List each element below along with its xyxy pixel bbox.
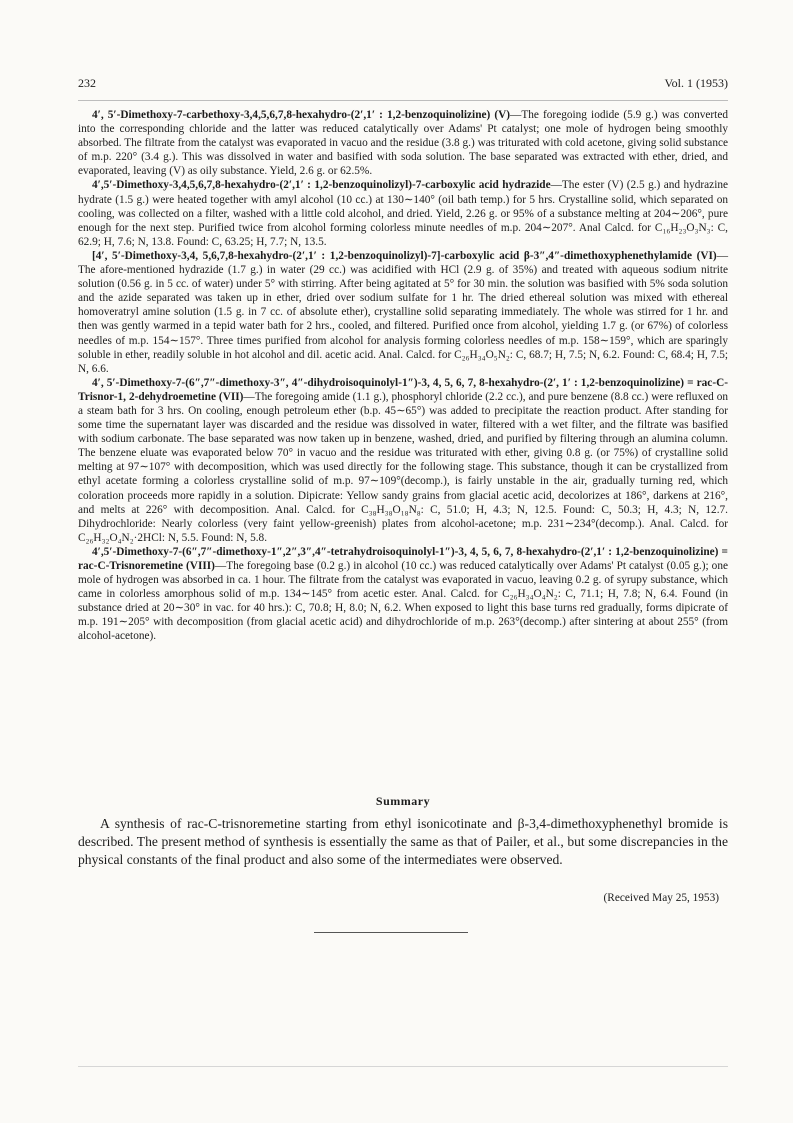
- page-number: 232: [78, 76, 96, 90]
- summary-heading: Summary: [375, 794, 431, 808]
- paragraph-text: —The foregoing base (0.2 g.) in alcohol (10 cc.) was reduced catalytically over Adams' Pt catalyst (0.05 g.); one mole of hydrogen was absorbed in ca. 1 hour. The filtrate from the catalyst was evaporated in vacuo, leaving 0.2 g. of syrupy substance, which came in colorless amorphous solid of m.p. 134∼145° from acetic ester. Anal. Calcd. for C₂₆H₃₄O₄N₂: C, 71.1; H, 7.8; N, 6.4. Found (in substance dried at 20∼30° in vac. for 40 hrs.): C, 70.8; H, 8.0; N, 6.2. When exposed to light this base turns red gradually, forms dipicrate of m.p. 191∼205° with decomposition (from glacial acetic acid) and dihydrochloride of m.p. 263°(decomp.) after sintering at about 255° (from alcohol-acetone).: [78, 560, 728, 643]
- paragraph-text: —The foregoing iodide (5.9 g.) was converted into the corresponding chloride and the latter was reduced catalytically over Adams' Pt catalyst; one mole of hydrogen being smoothly absorbed. The filtrate from the catalyst was evaporated in vacuo and the residue (3.8 g.) was triturated with cold acetone, giving solid substance of m.p. 220° (3.4 g.). This was dissolved in water and basified with soda solution. The base separated was extracted with ether, dried, and evaporated, leaving (V) as oily substance. Yield, 2.6 g. or 62.5%.: [78, 109, 728, 178]
- footer-rule: [78, 1066, 728, 1067]
- paragraph-compound-vii: [78, 376, 728, 545]
- compound-title: 4′, 5′-Dimethoxy-7-(6″,7″-dimethoxy-3″, 4″-dihydroisoquinolyl-1″)-3, 4, 5, 6, 7, 8-hexahydro-(2′, 1′ : 1,2-benzoquinolizine) = rac-C-Trisnor-1, 2-dehydroemetine (VII): [78, 376, 728, 403]
- end-rule: [314, 932, 468, 933]
- paragraph-hydrazide: [78, 178, 728, 248]
- summary-text: A synthesis of rac-C-trisnoremetine starting from ethyl isonicotinate and β-3,4-dimethoxyphenethyl bromide is described. The present method of synthesis is essentially the same as that of Pailer, et al., but some discrepancies in the physical constants of the final product and also some of the intermediates were observed.: [78, 816, 728, 867]
- compound-title: 4′,5′-Dimethoxy-3,4,5,6,7,8-hexahydro-(2′,1′ : 1,2-benzoquinolizyl)-7-carboxylic acid hydrazide: [92, 179, 551, 192]
- running-header: [78, 76, 728, 92]
- received-date: (Received May 25, 1953): [603, 892, 719, 904]
- paragraph-compound-vi: [78, 249, 728, 376]
- compound-title: 4′, 5′-Dimethoxy-7-carbethoxy-3,4,5,6,7,8-hexahydro-(2′,1′ : 1,2-benzoquinolizine) (V): [92, 109, 511, 121]
- paragraph-text: —The foregoing amide (1.1 g.), phosphoryl chloride (2.2 cc.), and pure benzene (8.8 cc.) were refluxed on a steam bath for 3 hrs. On cooling, enough petroleum ether (b.p. 45∼65°) was added to precipitate the reaction product. After standing for some time the supernatant layer was discarded and the residue was dissolved in water, filtered with a wet filter, and the filtrate was basified with sodium carbonate. The base separated was now taken up in benzene, washed, dried, and purified by filtering through an alumina column. The benzene eluate was evaporated below 70° in vacuo and the residue was triturated with ether, giving 0.8 g. (or 75%) of crystalline solid melting at 97∼107° with decomposition, which was used directly for the following stage. This substance, though it can be crystallized from ethyl acetate forming a colorless crystalline solid of m.p. 97∼109°(decomp.), is fairly unstable in the air, gradually turning red, which coloration proceeds more rapidly in a solution. Dipicrate: Yellow sandy grains from glacial acetic acid, decolorizes at 186°, darkens at 216°, and melts at 226° with decomposition. Anal. Calcd. for C₃₈H₃₈O₁₈N₈: C, 51.0; H, 4.3; N, 12.5. Found: C, 50.3; H, 4.3; N, 12.7. Dihydrochloride: Nearly colorless (very faint yellow-greenish) plates from alcohol-acetone; m.p. 231∼234°(decomp.). Anal. Calcd. for C₂₆H₃₂O₄N₂·2HCl: N, 5.5. Found: N, 5.8.: [78, 390, 728, 544]
- paragraph-compound-viii: [78, 545, 728, 644]
- header-rule: [78, 100, 728, 101]
- experimental-section: [78, 108, 728, 644]
- paragraph-text: —The afore-mentioned hydrazide (1.7 g.) in water (29 cc.) was acidified with HCl (2.9 g. of 35%) and treated with aqueous sodium nitrite solution (0.56 g. in 5 cc. of water) under 5° with stirring. After being agitated at 5° for 30 min. the solution was basified with 5% soda solution and the azide separated was taken up in ether, dried over sodium sulfate for 1 hr. The dried ethereal solution was mixed with ethereal homoveratryl amine solution (1.5 g. in 7 cc. of absolute ether), crystalline solid separating immediately. The whole was stirred for 1 hr. and then was gently warmed in a tepid water bath for 2 hrs., cooled, and filtered. Purified once from alcohol, yielding 1.7 g. (or 67%) of colorless needles of m.p. 154∼157°. Three times purified from alcohol for analysis forming colorless needles of m.p. 158∼159°, which are sparingly soluble in ether, readily soluble in hot alcohol and dil. acetic acid. Anal. Calcd. for C₂₆H₃₄O₅N₂: C, 68.7; H, 7.5; N, 6.2. Found: C, 68.4; H, 7.5; N, 6.6.: [78, 249, 728, 375]
- paragraph-text: —The ester (V) (2.5 g.) and hydrazine hydrate (1.5 g.) were heated together with amyl alcohol (10 cc.) at 130∼140° (oil bath temp.) for 5 hrs. Crystalline solid, which separated on cooling, was collected on a filter, washed with a little cold alcohol, and dried. Yield, 2.26 g. or 95% of a substance melting at 204∼206°, pure enough for the next step. Purified twice from alcohol forming colorless minute needles of m.p. 204∼207°. Anal Calcd. for C₁₆H₂₃O₃N₃: C, 62.9; H, 7.6; N, 13.8. Found: C, 63.25; H, 7.7; N, 13.5.: [78, 179, 728, 248]
- compound-title: 4′,5′-Dimethoxy-7-(6″,7″-dimethoxy-1″,2″,3″,4″-tetrahydroisoquinolyl-1″)-3, 4, 5, 6, 7, 8-hexahydro-(2′,1′ : 1,2-benzoquinolizine) = rac-C-Trisnoremetine (VIII): [78, 545, 728, 572]
- compound-title: [4′, 5′-Dimethoxy-3,4, 5,6,7,8-hexahydro-(2′,1′ : 1,2-benzoquinolizyl)-7]-carboxylic acid β-3″,4″-dimethoxyphenethylamide (VI): [92, 249, 717, 262]
- paragraph-compound-v: [78, 108, 728, 178]
- summary-section: [78, 815, 728, 869]
- volume-label: Vol. 1 (1953): [664, 76, 728, 90]
